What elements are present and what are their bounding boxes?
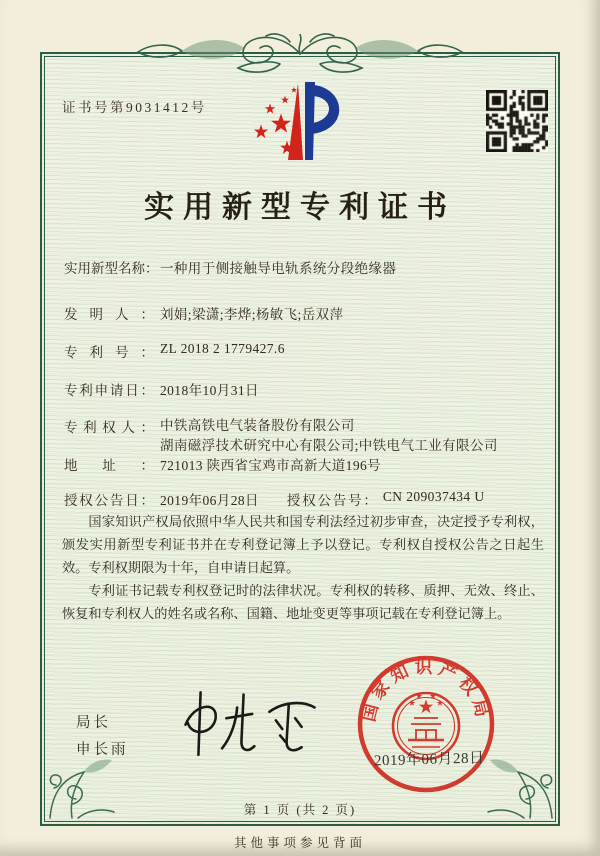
name-value: 一种用于侧接触导电轨系统分段绝缘器	[160, 261, 397, 276]
patent-no-label: 专利号：	[64, 345, 154, 360]
official-seal	[348, 646, 504, 802]
grant-no-label: 授权公告号：	[286, 493, 377, 508]
patentee-line1: 中铁高铁电气装备股份有限公司	[160, 418, 355, 433]
qr-code-canvas	[486, 90, 548, 152]
seal-text: 国家知识产权局	[358, 657, 494, 724]
top-flourish-ornament	[130, 24, 470, 80]
field-row-filing-date	[64, 379, 259, 399]
patentee-line2: 湖南磁浮技术研究中心有限公司;中铁电气工业有限公司	[160, 438, 498, 453]
field-row-address	[64, 454, 381, 474]
officer-title: 局长	[76, 715, 111, 731]
grant-date-value: 2019年06月28日	[160, 493, 259, 508]
inventor-label: 发明人：	[64, 307, 154, 322]
name-label: 实用新型名称：	[64, 261, 159, 276]
certificate-number: 证书号第9031412号	[62, 100, 207, 115]
back-note: 其他事项参见背面	[233, 836, 366, 850]
patent-no-value: ZL 2018 2 1779427.6	[160, 341, 285, 356]
address-label: 地址：	[64, 458, 154, 473]
cnipa-logo-icon	[240, 78, 362, 168]
field-row-patentee	[64, 416, 498, 456]
legal-paragraph-1: 国家知识产权局依照中华人民共和国专利法经过初步审查，决定授予专利权，颁发实用新型专利证书并在专利登记簿上予以登记。专利权自授权公告之日起生效。专利权期限为十年，自申请日起算。	[62, 514, 544, 575]
inventor-value: 刘娟;梁潇;李烨;杨敏飞;岳双萍	[160, 307, 344, 322]
certificate-frame	[40, 52, 560, 826]
legal-text	[62, 510, 544, 625]
patentee-label: 专利权人：	[64, 420, 154, 435]
national-emblem-icon	[393, 693, 459, 759]
legal-paragraph-2: 专利证书记载专利权登记时的法律状况。专利权的转移、质押、无效、终止、恢复和专利权人的姓名或名称、国籍、地址变更等事项记载在专利登记簿上。	[62, 583, 544, 621]
field-row-grant	[64, 489, 485, 509]
patentee-value	[160, 416, 498, 456]
officer-name: 申长雨	[76, 742, 129, 758]
field-row-inventor	[64, 303, 343, 323]
address-value: 721013 陕西省宝鸡市高新大道196号	[160, 458, 382, 473]
field-row-name	[64, 257, 396, 277]
grant-no-value: CN 209037434 U	[382, 489, 485, 504]
field-row-patent-no	[64, 341, 285, 361]
bottom-left-flourish-ornament	[44, 748, 116, 822]
svg-text:国家知识产权局	[358, 657, 493, 724]
director-signature	[160, 686, 325, 772]
qr-code	[486, 90, 548, 152]
bottom-right-flourish-ornament	[486, 748, 558, 822]
seal-date: 2019年06月28日	[373, 750, 485, 770]
logo-blue-bowl	[312, 85, 339, 134]
page-number: 第 1 页 (共 2 页)	[243, 803, 357, 817]
certificate-title: 实用新型专利证书	[144, 191, 456, 224]
filing-date-value: 2018年10月31日	[160, 383, 259, 398]
grant-date-label: 授权公告日：	[64, 493, 154, 508]
filing-date-label: 专利申请日：	[64, 383, 154, 398]
